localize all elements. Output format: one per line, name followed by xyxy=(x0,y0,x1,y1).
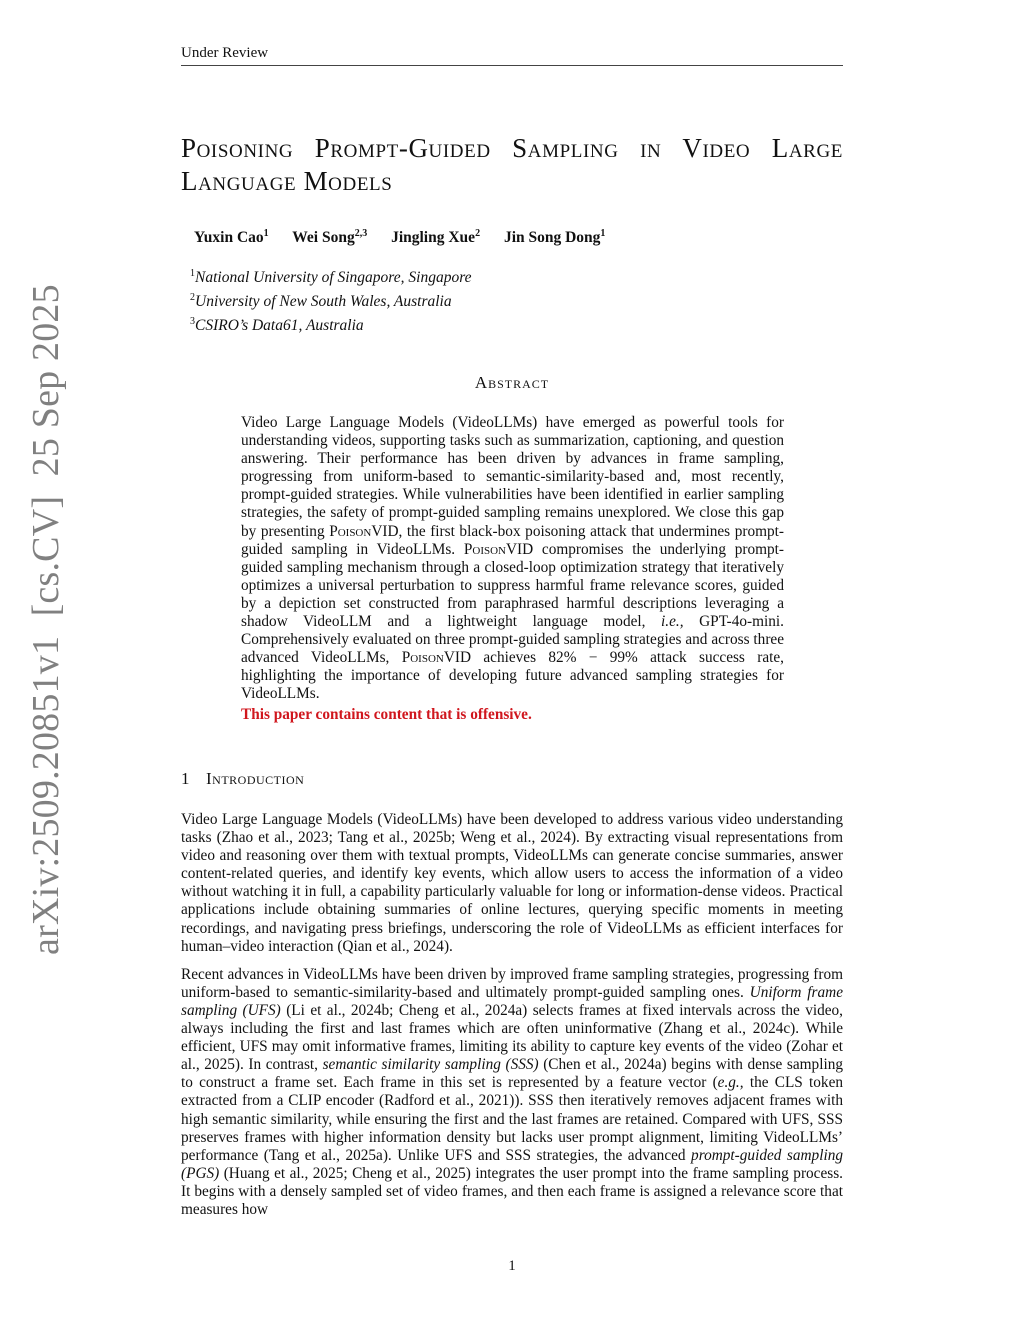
paragraph: Video Large Language Models (VideoLLMs) have been developed to address various video understanding tasks (Zhao et al., 2023; Tang et al., 2025b; Weng et al., 2024). By extracting visual representations from video and reasoning over them with textual prompts, VideoLLMs can generate concise summaries, answer content-related queries, and identify key events, which allow users to access the information of a video without watching it in full, a capability particularly valuable for long or information-dense videos. Practical applications include obtaining summaries of online lectures, querying specific moments in meeting recordings, and navigating press briefings, underscoring the role of VideoLLMs as efficient interfaces for human–video interaction (Qian et al., 2024). xyxy=(181,811,843,955)
section-number: 1 xyxy=(181,769,190,788)
content-warning: This paper contains content that is offensive. xyxy=(241,705,532,723)
author-list xyxy=(194,228,625,247)
page-number: 1 xyxy=(508,1258,516,1274)
header-label: Under Review xyxy=(181,45,269,61)
author: Jingling Xue$^2$ xyxy=(391,228,481,247)
author: Jin Song Dong$^1$ xyxy=(503,228,606,247)
paragraph: Recent advances in VideoLLMs have been driven by improved frame sampling strategies, progressing from uniform-based to semantic-similarity-based and ultimately prompt-guided sampling ones. Uniform frame sampling (UFS) (Li et al., 2024b; Cheng et al., 2024a) selects frames at fixed intervals across the video, always including the first and last frames which are often uninformative (Zhang et al., 2024c). While efficient, UFS may omit informative frames, limiting its ability to capture key events of the video (Zohar et al., 2025). In contrast, semantic similarity sampling (SSS) (Chen et al., 2024a) begins with dense sampling to construct a frame set. Each frame in this set is represented by a feature vector (e.g., the CLS token extracted from a CLIP encoder (Radford et al., 2021)). SSS then iteratively removes adjacent frames with high semantic similarity, while ensuring the first and the last frames are retained. Compared with UFS, SSS preserves frames with higher information density but lacks user prompt alignment, limiting VideoLLMs’ performance (Tang et al., 2025a). Unlike UFS and SSS strategies, the advanced prompt-guided sampling (PGS) (Huang et al., 2025; Cheng et al., 2025) integrates the user prompt into the frame sampling process. It begins with a densely sampled set of video frames, and then each frame is assigned a relevance score that measures how xyxy=(181,965,844,1218)
method-name: PoisonVID xyxy=(463,540,534,558)
affiliation-list xyxy=(190,264,472,336)
abstract-heading: Abstract xyxy=(474,373,550,392)
section-body xyxy=(181,811,843,1229)
arxiv-identifier-stamp: arXiv:2509.20851v1 [cs.CV] 25 Sep 2025 xyxy=(25,284,67,955)
affiliation: $^2$University of New South Wales, Australia xyxy=(190,292,452,311)
asr-range: 82% − 99% xyxy=(548,649,638,667)
affiliation: $^3$CSIRO’s Data61, Australia xyxy=(190,316,364,335)
affiliation: $^1$National University of Singapore, Singapore xyxy=(190,268,472,287)
running-header xyxy=(181,44,843,66)
paper-title: Poisoning Prompt-Guided Sampling in Video Large Language Models xyxy=(181,133,843,196)
section-heading xyxy=(181,769,304,789)
section-title: Introduction xyxy=(206,769,305,788)
method-name: PoisonVID xyxy=(401,649,472,667)
abstract-body: Video Large Language Models (VideoLLMs) have emerged as powerful tools for understanding videos, supporting tasks such as summarization, captioning, and question answering. Their performance has been driven by advances in frame sampling, progressing from uniform-based to semantic-similarity-based and, most recently, prompt-guided strategies. While vulnerabilities have been identified in earlier sampling strategies, the safety of prompt-guided sampling remains unexplored. We close this gap by presenting PoisonVID, the first black-box poisoning attack that undermines prompt-guided sampling in VideoLLMs. PoisonVID compromises the underlying prompt-guided sampling mechanism through a closed-loop optimization strategy that iteratively optimizes a universal perturbation to suppress harmful frame relevance scores, guided by a depiction set constructed from paraphrased harmful descriptions leveraging a shadow VideoLLM and a lightweight language model, i.e., GPT-4o-mini. Comprehensively evaluated on three prompt-guided sampling strategies and across three advanced VideoLLMs, PoisonVID achieves 82% − 99% attack success rate, highlighting the importance of developing future advanced sampling strategies for VideoLLMs. This paper contains content that is offensive. xyxy=(241,414,784,723)
method-name: PoisonVID xyxy=(329,522,399,540)
author: Yuxin Cao$^1$ xyxy=(194,228,269,247)
author: Wei Song$^{2,3}$ xyxy=(292,228,368,247)
